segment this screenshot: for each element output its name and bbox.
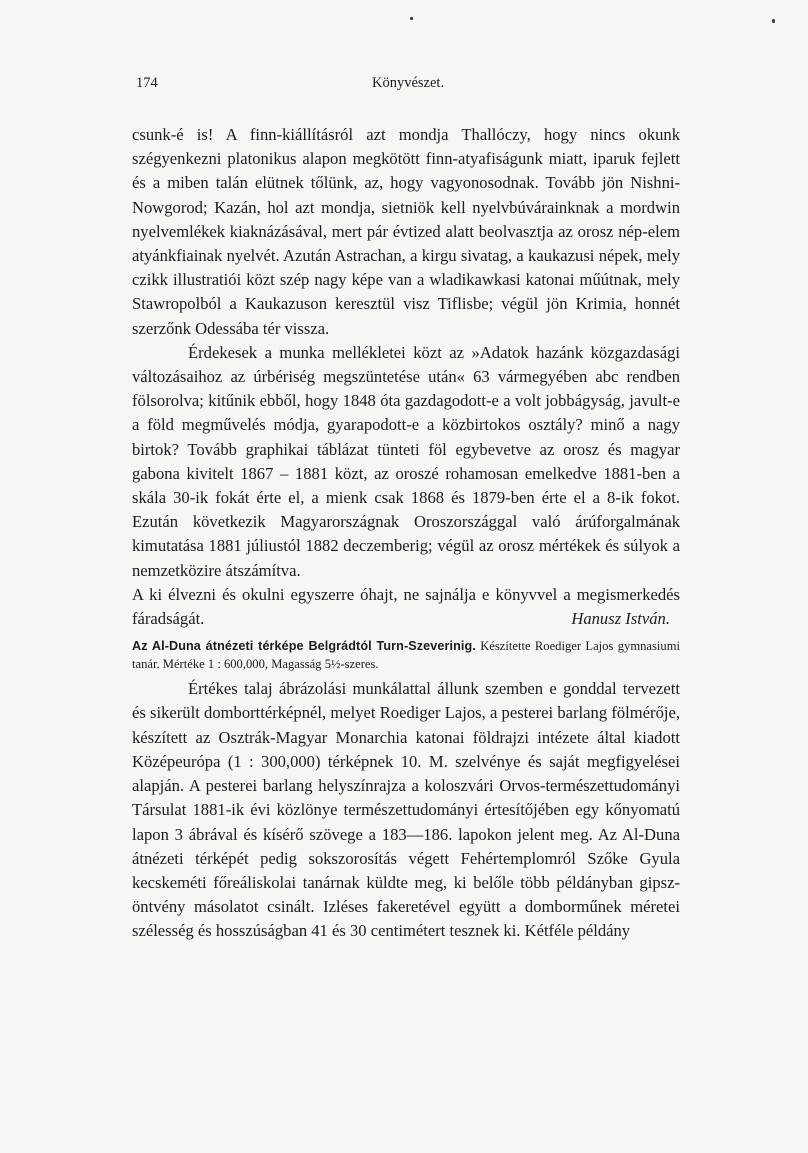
bibliographic-entry bbox=[132, 637, 680, 673]
page-number: 174 bbox=[136, 75, 158, 91]
page-header bbox=[132, 75, 680, 97]
review-paragraph: Értékes talaj ábrázolási munkálattal állunk szemben e gonddal tervezett és sikerült domborttérképnél, melyet Roediger Lajos, a pesterei barlang fölmérője, készített az Osztrák-Magyar Monarchia katonai földrajzi intézete által kiadott Középeurópa (1 : 300,000) térképnek 10. M. szelvénye és saját megfigyelései alapján. A pesterei barlang helyszínrajza a koloszvári Orvos-természettudományi Társulat 1881-ik évi közlönye természettudományi értesítőjében egy kőnyomatú lapon 3 ábrával és kísérő szövege a 183—186. lapokon jelent meg. Az Al-Duna átnézeti térképét pedig sokszorosítás végett Fehértemplomról Szőke Gyula kecskeméti főreáliskolai tanárnak küldte meg, ki belőle több példányban gipsz-öntvény másolatot csinált. Izléses fakeretével együtt a domborműnek méretei szélesség és hosszúságban 41 és 30 centimétert tesznek ki. Kétféle példány bbox=[132, 679, 680, 941]
paragraph-attachments: Érdekesek a munka mellékletei közt az »Adatok hazánk közgazdasági változásaihoz az úrbériség megszüntetése után« 63 vármegyében abc rendben fölsorolva; kitűnik ebből, hogy 1848 óta gazdagodott-e a volt jobbágyság, javult-e a föld megművelés módja, gyarapodott-e a közbirtokos osztály? minő a nagy birtok? Tovább graphikai táblázat tünteti föl egybevetve az orosz és magyar gabona kivitelt 1867 – 1881 közt, az oroszé rohamosan emelkedve 1881-ben a skála 30-ik fokát érte el, a mienk csak 1868 és 1879-ben érte el a 8-ik fokot. Ezután következik Magyarországnak Oroszországgal való árúforgalmának kimutatása 1881 júliustól 1882 deczemberig; végül az orosz mértékek és súlyok a nemzetközire átszámítva. bbox=[132, 342, 680, 580]
reviewer-signature: Hanusz István. bbox=[571, 609, 670, 629]
page-body bbox=[132, 123, 680, 944]
paragraph-continued: csunk-é is! A finn-kiállításról azt mondja Thallóczy, hogy nincs okunk szégyenkezni platonikus alapon megkötött finn-atyafiságunk miatt, iparuk fejlett és a miben talán elütnek tőlünk, az, hogy vagyonosodnak. Tovább jön Nishni-Nowgorod; Kazán, hol azt mondja, sietniök kell nyelvbúvárainknak a mordwin nyelvemlékek kiaknázásával, mert pár évtized alatt beolvasztja az orosz nép-elem atyánkfiainak nyelvét. Azután Astrachan, a kirgu sivatag, a kaukazusi népek, mely czikk illustratiói közt szép nagy képe van a wladikawkasi katonai műútnak, mely Stawropolból a Kaukazuson keresztül visz Tiflisbe; végül jön Krimia, honnét szerzőnk Odessába tér vissza. bbox=[132, 125, 680, 338]
print-speck bbox=[772, 19, 775, 23]
bib-details: Készítette Roediger Lajos gymnasiumi tanár. Mértéke 1 : 600,000, Magasság 5½-szeres. bbox=[132, 639, 680, 672]
running-title: Könyvészet. bbox=[372, 75, 445, 91]
closing-text: A ki élvezni és okulni egyszerre óhajt, ne sajnálja e könyvvel a megismerkedés fáradságát. bbox=[132, 584, 680, 629]
bib-title: Az Al-Duna átnézeti térképe Belgrádtól Turn-Szeverinig. bbox=[132, 639, 476, 654]
print-speck bbox=[410, 17, 413, 20]
